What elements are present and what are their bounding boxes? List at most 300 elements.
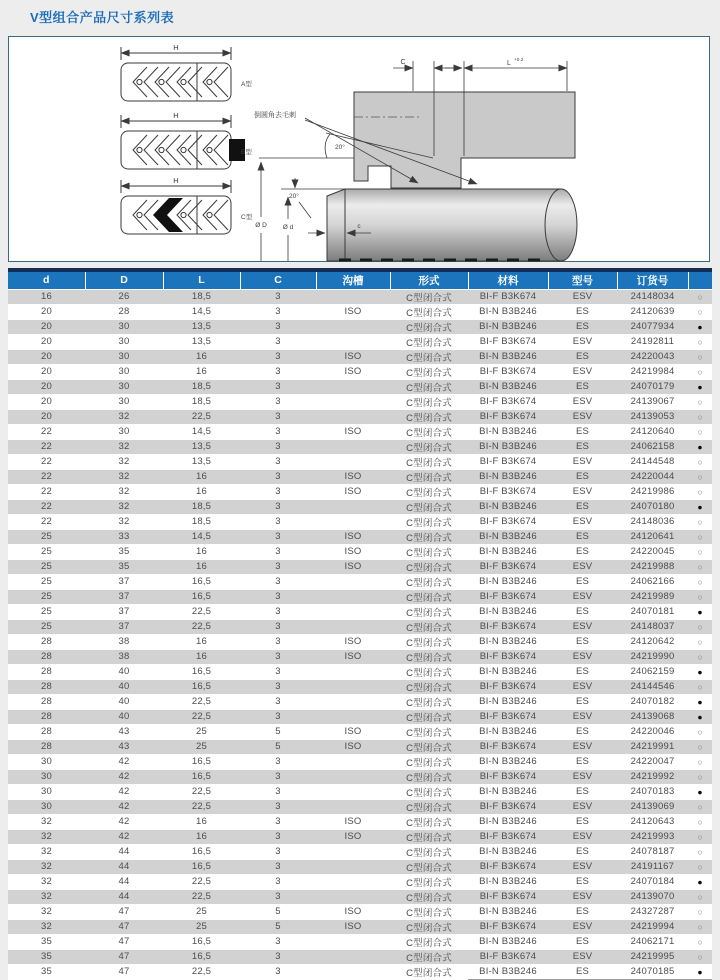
table-row (8, 409, 712, 424)
cell-big-d: 30 (85, 334, 163, 349)
cell-type: C型闭合式 (390, 724, 468, 739)
cell-big-d: 32 (85, 499, 163, 514)
cell-type: C型闭合式 (390, 679, 468, 694)
cell-type: C型闭合式 (390, 634, 468, 649)
angle-upper-label: 20° (335, 144, 345, 151)
table-row (8, 844, 712, 859)
cell-c: 3 (240, 844, 316, 859)
table-row (8, 664, 712, 679)
cell-type: C型闭合式 (390, 769, 468, 784)
cell-stock-dot: ○ (688, 829, 712, 844)
table-row (8, 349, 712, 364)
cell-c: 3 (240, 334, 316, 349)
cell-model: ES (548, 634, 617, 649)
cell-order-no: 24144546 (617, 679, 688, 694)
cell-material: BI-F B3K674 (468, 559, 548, 574)
cell-big-d: 42 (85, 769, 163, 784)
cell-model: ESV (548, 829, 617, 844)
cell-l: 25 (163, 739, 240, 754)
cell-material: BI-N B3B246 (468, 574, 548, 589)
cell-material: BI-N B3B246 (468, 604, 548, 619)
table-row (8, 964, 712, 979)
cell-l: 14,5 (163, 529, 240, 544)
cell-l: 25 (163, 904, 240, 919)
cell-material: BI-F B3K674 (468, 709, 548, 724)
cell-type: C型闭合式 (390, 409, 468, 424)
table-row (8, 649, 712, 664)
cell-model: ES (548, 934, 617, 949)
cell-c: 3 (240, 364, 316, 379)
cell-material: BI-N B3B246 (468, 694, 548, 709)
table-row (8, 859, 712, 874)
cell-big-d: 37 (85, 619, 163, 634)
cell-groove (316, 964, 390, 979)
cell-groove (316, 604, 390, 619)
cell-l: 13,5 (163, 454, 240, 469)
cell-model: ESV (548, 949, 617, 964)
dia-outer-label: Ø D (255, 222, 267, 229)
cell-stock-dot: ○ (688, 394, 712, 409)
cell-order-no: 24120643 (617, 814, 688, 829)
cell-type: C型闭合式 (390, 784, 468, 799)
cell-l: 18,5 (163, 499, 240, 514)
cell-l: 14,5 (163, 304, 240, 319)
cell-material: BI-N B3B246 (468, 439, 548, 454)
table-row (8, 904, 712, 919)
cell-l: 22,5 (163, 784, 240, 799)
table-row (8, 829, 712, 844)
cell-d: 25 (8, 604, 85, 619)
cell-big-d: 30 (85, 349, 163, 364)
cell-stock-dot: ○ (688, 889, 712, 904)
cell-groove: ISO (316, 829, 390, 844)
cell-material: BI-F B3K674 (468, 859, 548, 874)
cell-order-no: 24139070 (617, 889, 688, 904)
cell-stock-dot: ● (688, 379, 712, 394)
cell-material: BI-F B3K674 (468, 484, 548, 499)
cell-big-d: 30 (85, 424, 163, 439)
cell-c: 3 (240, 964, 316, 979)
cell-order-no: 24077934 (617, 319, 688, 334)
page-title: V型组合产品尺寸系列表 (30, 10, 175, 25)
cell-d: 20 (8, 364, 85, 379)
cell-big-d: 42 (85, 829, 163, 844)
cell-c: 3 (240, 529, 316, 544)
cell-type: C型闭合式 (390, 649, 468, 664)
cell-material: BI-N B3B246 (468, 349, 548, 364)
cell-model: ES (548, 304, 617, 319)
cell-order-no: 24062158 (617, 439, 688, 454)
cell-order-no: 24220047 (617, 754, 688, 769)
cell-l: 22,5 (163, 799, 240, 814)
cell-d: 22 (8, 499, 85, 514)
cell-big-d: 33 (85, 529, 163, 544)
cell-model: ES (548, 529, 617, 544)
dim-h-label-b: H (173, 111, 179, 120)
cell-model: ESV (548, 889, 617, 904)
cell-model: ES (548, 664, 617, 679)
cell-stock-dot: ○ (688, 634, 712, 649)
table-row (8, 394, 712, 409)
col-header-big-d: D (85, 272, 163, 289)
cell-groove: ISO (316, 529, 390, 544)
cell-c: 3 (240, 769, 316, 784)
cell-groove: ISO (316, 649, 390, 664)
cell-c: 5 (240, 724, 316, 739)
table-header-row (8, 272, 712, 289)
cell-l: 18,5 (163, 289, 240, 304)
cell-d: 28 (8, 679, 85, 694)
table-row (8, 589, 712, 604)
cell-model: ES (548, 469, 617, 484)
cell-material: BI-F B3K674 (468, 769, 548, 784)
cell-big-d: 26 (85, 289, 163, 304)
cell-type: C型闭合式 (390, 349, 468, 364)
cell-big-d: 35 (85, 559, 163, 574)
table-row (8, 289, 712, 304)
cell-order-no: 24219992 (617, 769, 688, 784)
cell-c: 3 (240, 604, 316, 619)
cell-l: 14,5 (163, 424, 240, 439)
cell-material: BI-F B3K674 (468, 949, 548, 964)
table-row (8, 499, 712, 514)
cell-stock-dot: ○ (688, 544, 712, 559)
cell-d: 32 (8, 919, 85, 934)
col-header-d: d (8, 272, 85, 289)
cell-groove (316, 679, 390, 694)
cell-big-d: 35 (85, 544, 163, 559)
cell-l: 13,5 (163, 334, 240, 349)
cell-stock-dot: ○ (688, 844, 712, 859)
cell-material: BI-N B3B246 (468, 934, 548, 949)
cell-stock-dot: ○ (688, 799, 712, 814)
cell-stock-dot: ○ (688, 454, 712, 469)
table-row (8, 784, 712, 799)
cell-type: C型闭合式 (390, 469, 468, 484)
cell-groove: ISO (316, 424, 390, 439)
cell-model: ES (548, 964, 617, 979)
cell-groove: ISO (316, 559, 390, 574)
cell-l: 16,5 (163, 679, 240, 694)
cell-c: 3 (240, 349, 316, 364)
cell-model: ESV (548, 739, 617, 754)
cell-type: C型闭合式 (390, 379, 468, 394)
cell-material: BI-N B3B246 (468, 499, 548, 514)
cell-l: 16,5 (163, 934, 240, 949)
cell-big-d: 37 (85, 589, 163, 604)
cell-d: 25 (8, 544, 85, 559)
cell-d: 28 (8, 739, 85, 754)
cell-big-d: 44 (85, 844, 163, 859)
cell-model: ES (548, 814, 617, 829)
cell-model: ES (548, 439, 617, 454)
cell-material: BI-F B3K674 (468, 649, 548, 664)
cell-big-d: 38 (85, 649, 163, 664)
cell-c: 3 (240, 559, 316, 574)
cell-groove (316, 769, 390, 784)
cell-big-d: 43 (85, 724, 163, 739)
cell-groove (316, 289, 390, 304)
cell-type: C型闭合式 (390, 394, 468, 409)
dim-h-label-a: H (173, 43, 179, 52)
table-row (8, 334, 712, 349)
cell-order-no: 24327287 (617, 904, 688, 919)
cell-d: 22 (8, 454, 85, 469)
cell-material: BI-N B3B246 (468, 304, 548, 319)
cell-material: BI-F B3K674 (468, 514, 548, 529)
cell-type: C型闭合式 (390, 439, 468, 454)
cell-stock-dot: ○ (688, 574, 712, 589)
cell-type: C型闭合式 (390, 424, 468, 439)
cell-order-no: 24139053 (617, 409, 688, 424)
cell-stock-dot: ○ (688, 679, 712, 694)
cell-material: BI-F B3K674 (468, 739, 548, 754)
cell-stock-dot: ○ (688, 859, 712, 874)
cell-stock-dot: ○ (688, 334, 712, 349)
cell-model: ESV (548, 514, 617, 529)
cell-order-no: 24191167 (617, 859, 688, 874)
cell-material: BI-F B3K674 (468, 394, 548, 409)
cell-stock-dot: ○ (688, 364, 712, 379)
cell-l: 16 (163, 649, 240, 664)
cell-groove: ISO (316, 634, 390, 649)
cell-l: 16 (163, 829, 240, 844)
cell-groove (316, 394, 390, 409)
cell-d: 30 (8, 769, 85, 784)
dim-h-label-c: H (173, 176, 179, 185)
cell-groove: ISO (316, 484, 390, 499)
cell-c: 3 (240, 694, 316, 709)
cell-big-d: 32 (85, 409, 163, 424)
cell-material: BI-N B3B246 (468, 724, 548, 739)
stack-a-label: A型 (241, 81, 252, 88)
cell-model: ES (548, 424, 617, 439)
cell-l: 22,5 (163, 874, 240, 889)
cell-material: BI-F B3K674 (468, 679, 548, 694)
cell-model: ES (548, 754, 617, 769)
cell-groove (316, 694, 390, 709)
cell-type: C型闭合式 (390, 664, 468, 679)
cell-stock-dot: ○ (688, 934, 712, 949)
cell-c: 3 (240, 814, 316, 829)
cell-l: 22,5 (163, 409, 240, 424)
cell-type: C型闭合式 (390, 529, 468, 544)
dim-c-upper-label: C (400, 59, 406, 66)
cell-material: BI-N B3B246 (468, 754, 548, 769)
cell-d: 32 (8, 874, 85, 889)
cell-type: C型闭合式 (390, 889, 468, 904)
cell-material: BI-N B3B246 (468, 904, 548, 919)
cell-model: ES (548, 379, 617, 394)
cell-type: C型闭合式 (390, 739, 468, 754)
cell-d: 28 (8, 649, 85, 664)
cell-order-no: 24219988 (617, 559, 688, 574)
cell-big-d: 32 (85, 469, 163, 484)
cell-order-no: 24062159 (617, 664, 688, 679)
cell-c: 3 (240, 649, 316, 664)
cell-groove: ISO (316, 304, 390, 319)
cell-order-no: 24070180 (617, 499, 688, 514)
housing-drawing (259, 92, 575, 188)
cell-c: 3 (240, 544, 316, 559)
cell-stock-dot: ○ (688, 304, 712, 319)
cell-model: ESV (548, 559, 617, 574)
table-row (8, 754, 712, 769)
cell-order-no: 24219993 (617, 829, 688, 844)
cell-big-d: 44 (85, 889, 163, 904)
cell-l: 16 (163, 469, 240, 484)
cell-big-d: 47 (85, 919, 163, 934)
cell-l: 22,5 (163, 694, 240, 709)
cell-c: 3 (240, 409, 316, 424)
cell-stock-dot: ● (688, 964, 712, 979)
cell-stock-dot: ○ (688, 409, 712, 424)
cell-groove (316, 799, 390, 814)
cell-c: 3 (240, 619, 316, 634)
cell-material: BI-F B3K674 (468, 889, 548, 904)
cell-groove (316, 949, 390, 964)
cell-l: 25 (163, 724, 240, 739)
stack-c-label: C型 (241, 214, 253, 221)
cell-order-no: 24070181 (617, 604, 688, 619)
cell-l: 22,5 (163, 619, 240, 634)
cell-groove (316, 499, 390, 514)
cell-groove: ISO (316, 469, 390, 484)
cell-type: C型闭合式 (390, 754, 468, 769)
table-row (8, 319, 712, 334)
table-row (8, 679, 712, 694)
cell-type: C型闭合式 (390, 949, 468, 964)
cell-big-d: 40 (85, 709, 163, 724)
cell-model: ESV (548, 364, 617, 379)
cell-order-no: 24219986 (617, 484, 688, 499)
cell-groove: ISO (316, 544, 390, 559)
cell-groove: ISO (316, 814, 390, 829)
cell-c: 3 (240, 754, 316, 769)
table-row (8, 634, 712, 649)
cell-l: 16 (163, 364, 240, 379)
cell-big-d: 37 (85, 574, 163, 589)
table-row (8, 544, 712, 559)
cell-big-d: 38 (85, 634, 163, 649)
cell-big-d: 30 (85, 364, 163, 379)
table-row (8, 439, 712, 454)
cell-stock-dot: ● (688, 664, 712, 679)
cell-model: ESV (548, 859, 617, 874)
cell-stock-dot: ● (688, 439, 712, 454)
cell-model: ESV (548, 919, 617, 934)
cell-d: 20 (8, 304, 85, 319)
cell-order-no: 24120641 (617, 529, 688, 544)
cell-big-d: 30 (85, 379, 163, 394)
cell-l: 16,5 (163, 589, 240, 604)
cell-l: 22,5 (163, 709, 240, 724)
cell-stock-dot: ● (688, 604, 712, 619)
cell-l: 18,5 (163, 379, 240, 394)
cell-d: 32 (8, 829, 85, 844)
cell-big-d: 40 (85, 664, 163, 679)
cell-stock-dot: ● (688, 784, 712, 799)
cell-order-no: 24220046 (617, 724, 688, 739)
cell-big-d: 40 (85, 679, 163, 694)
dim-l-label: L (507, 60, 511, 67)
cell-model: ES (548, 499, 617, 514)
cell-l: 16 (163, 814, 240, 829)
table-row (8, 709, 712, 724)
table-row (8, 874, 712, 889)
cell-big-d: 32 (85, 484, 163, 499)
cell-c: 3 (240, 439, 316, 454)
cell-type: C型闭合式 (390, 499, 468, 514)
cell-l: 22,5 (163, 604, 240, 619)
cell-type: C型闭合式 (390, 304, 468, 319)
table-row (8, 484, 712, 499)
col-header-material: 材料 (468, 272, 548, 289)
cell-stock-dot: ○ (688, 754, 712, 769)
cell-material: BI-N B3B246 (468, 469, 548, 484)
cell-c: 3 (240, 514, 316, 529)
deburr-note: 倒圆角去毛刺 (254, 112, 296, 119)
cell-stock-dot: ○ (688, 514, 712, 529)
cell-c: 3 (240, 829, 316, 844)
cell-order-no: 24219994 (617, 919, 688, 934)
cell-c: 3 (240, 949, 316, 964)
cell-material: BI-F B3K674 (468, 364, 548, 379)
cell-d: 20 (8, 319, 85, 334)
cell-groove (316, 334, 390, 349)
cell-model: ESV (548, 409, 617, 424)
cell-order-no: 24070184 (617, 874, 688, 889)
cell-order-no: 24062171 (617, 934, 688, 949)
seal-stack-c-drawing (121, 176, 231, 234)
cell-groove: ISO (316, 364, 390, 379)
table-row (8, 769, 712, 784)
cell-big-d: 30 (85, 394, 163, 409)
cell-big-d: 44 (85, 874, 163, 889)
cell-stock-dot: ○ (688, 769, 712, 784)
cell-order-no: 24219991 (617, 739, 688, 754)
cell-l: 16 (163, 349, 240, 364)
cell-stock-dot: ○ (688, 559, 712, 574)
cell-l: 18,5 (163, 394, 240, 409)
cell-c: 5 (240, 904, 316, 919)
cell-groove (316, 454, 390, 469)
cell-l: 13,5 (163, 319, 240, 334)
cell-stock-dot: ○ (688, 529, 712, 544)
cell-big-d: 32 (85, 514, 163, 529)
cell-c: 3 (240, 889, 316, 904)
cell-l: 22,5 (163, 889, 240, 904)
cell-type: C型闭合式 (390, 364, 468, 379)
cell-stock-dot: ○ (688, 424, 712, 439)
cell-material: BI-N B3B246 (468, 529, 548, 544)
cell-l: 13,5 (163, 439, 240, 454)
cell-order-no: 24219989 (617, 589, 688, 604)
cell-big-d: 37 (85, 604, 163, 619)
col-header-c: C (240, 272, 316, 289)
shaft-drawing (281, 189, 577, 261)
cell-c: 3 (240, 664, 316, 679)
cell-order-no: 24144548 (617, 454, 688, 469)
cell-material: BI-N B3B246 (468, 544, 548, 559)
cell-d: 22 (8, 439, 85, 454)
cell-c: 3 (240, 424, 316, 439)
cell-groove (316, 844, 390, 859)
cell-model: ES (548, 349, 617, 364)
cell-model: ES (548, 724, 617, 739)
cell-d: 20 (8, 379, 85, 394)
cell-groove: ISO (316, 919, 390, 934)
